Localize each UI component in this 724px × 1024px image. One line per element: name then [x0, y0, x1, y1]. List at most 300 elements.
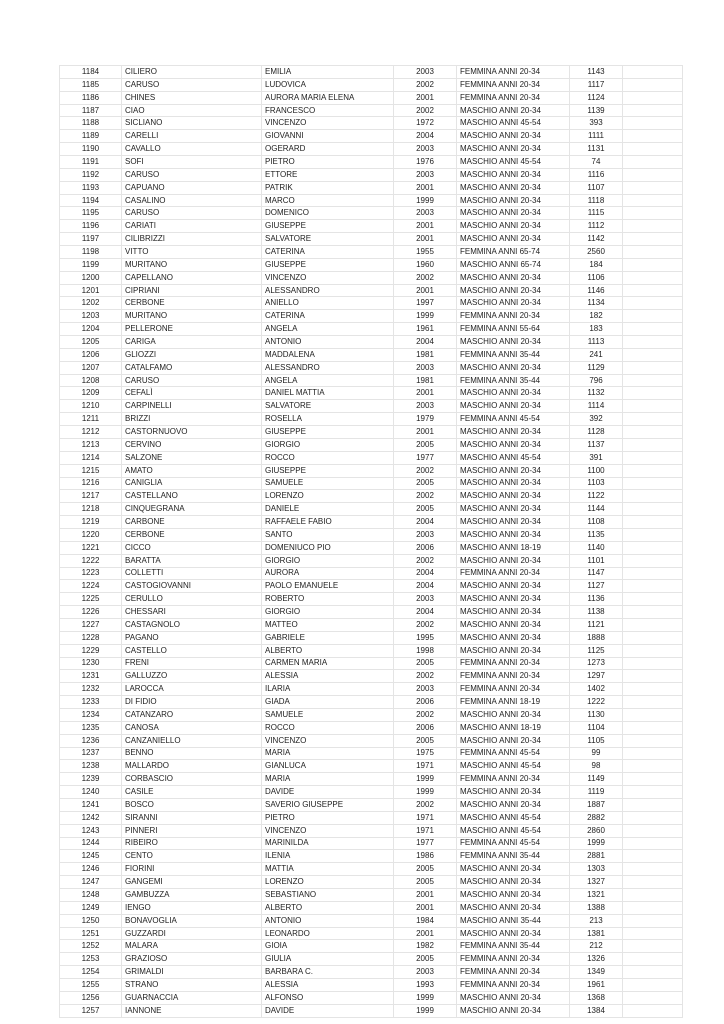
bib-number-cell: 2560 — [570, 246, 623, 259]
bib-number-cell: 1402 — [570, 683, 623, 696]
first-name-cell: PIETRO — [262, 811, 394, 824]
first-name-cell: BARBARA C. — [262, 966, 394, 979]
first-name-cell: CATERINA — [262, 310, 394, 323]
surname-cell: CARPINELLI — [122, 400, 262, 413]
birth-year-cell: 1999 — [394, 991, 457, 1004]
empty-cell — [623, 156, 683, 169]
birth-year-cell: 2002 — [394, 490, 457, 503]
table-row — [60, 1004, 683, 1017]
table-row — [60, 811, 683, 824]
category-cell: FEMMINA ANNI 20-34 — [457, 657, 570, 670]
category-cell: MASCHIO ANNI 20-34 — [457, 130, 570, 143]
first-name-cell: GIUSEPPE — [262, 426, 394, 439]
position-cell: 1241 — [60, 798, 122, 811]
birth-year-cell: 1981 — [394, 348, 457, 361]
table-row — [60, 657, 683, 670]
table-row — [60, 117, 683, 130]
position-cell: 1234 — [60, 708, 122, 721]
table-row — [60, 914, 683, 927]
empty-cell — [623, 876, 683, 889]
surname-cell: GUZZARDI — [122, 927, 262, 940]
bib-number-cell: 1303 — [570, 863, 623, 876]
table-row — [60, 451, 683, 464]
category-cell: MASCHIO ANNI 20-34 — [457, 361, 570, 374]
first-name-cell: EMILIA — [262, 66, 394, 79]
category-cell: FEMMINA ANNI 65-74 — [457, 246, 570, 259]
bib-number-cell: 1128 — [570, 426, 623, 439]
birth-year-cell: 1960 — [394, 258, 457, 271]
position-cell: 1251 — [60, 927, 122, 940]
empty-cell — [623, 503, 683, 516]
surname-cell: GRAZIOSO — [122, 953, 262, 966]
first-name-cell: ANTONIO — [262, 914, 394, 927]
results-table-body — [60, 66, 683, 1018]
position-cell: 1190 — [60, 143, 122, 156]
surname-cell: CERULLO — [122, 593, 262, 606]
surname-cell: CILIERO — [122, 66, 262, 79]
first-name-cell: CARMEN MARIA — [262, 657, 394, 670]
bib-number-cell: 212 — [570, 940, 623, 953]
category-cell: MASCHIO ANNI 20-34 — [457, 168, 570, 181]
empty-cell — [623, 554, 683, 567]
table-row — [60, 991, 683, 1004]
surname-cell: BONAVOGLIA — [122, 914, 262, 927]
bib-number-cell: 182 — [570, 310, 623, 323]
category-cell: MASCHIO ANNI 20-34 — [457, 143, 570, 156]
surname-cell: CARELLI — [122, 130, 262, 143]
first-name-cell: ROSELLA — [262, 413, 394, 426]
category-cell: MASCHIO ANNI 20-34 — [457, 927, 570, 940]
first-name-cell: SAMUELE — [262, 708, 394, 721]
category-cell: MASCHIO ANNI 45-54 — [457, 156, 570, 169]
bib-number-cell: 2881 — [570, 850, 623, 863]
birth-year-cell: 1972 — [394, 117, 457, 130]
position-cell: 1237 — [60, 747, 122, 760]
position-cell: 1248 — [60, 889, 122, 902]
bib-number-cell: 1142 — [570, 233, 623, 246]
empty-cell — [623, 889, 683, 902]
position-cell: 1232 — [60, 683, 122, 696]
surname-cell: GRIMALDI — [122, 966, 262, 979]
table-row — [60, 683, 683, 696]
table-row — [60, 156, 683, 169]
empty-cell — [623, 490, 683, 503]
first-name-cell: SANTO — [262, 528, 394, 541]
birth-year-cell: 2006 — [394, 541, 457, 554]
bib-number-cell: 1138 — [570, 606, 623, 619]
bib-number-cell: 1129 — [570, 361, 623, 374]
surname-cell: SIRANNI — [122, 811, 262, 824]
birth-year-cell: 1993 — [394, 979, 457, 992]
birth-year-cell: 2004 — [394, 580, 457, 593]
surname-cell: BENNO — [122, 747, 262, 760]
empty-cell — [623, 927, 683, 940]
birth-year-cell: 2002 — [394, 618, 457, 631]
position-cell: 1200 — [60, 271, 122, 284]
table-row — [60, 336, 683, 349]
empty-cell — [623, 400, 683, 413]
empty-cell — [623, 528, 683, 541]
birth-year-cell: 2002 — [394, 271, 457, 284]
surname-cell: BARATTA — [122, 554, 262, 567]
category-cell: MASCHIO ANNI 20-34 — [457, 400, 570, 413]
bib-number-cell: 1104 — [570, 721, 623, 734]
bib-number-cell: 1273 — [570, 657, 623, 670]
first-name-cell: ALFONSO — [262, 991, 394, 1004]
bib-number-cell: 1100 — [570, 464, 623, 477]
bib-number-cell: 1132 — [570, 387, 623, 400]
table-row — [60, 734, 683, 747]
surname-cell: IENGO — [122, 901, 262, 914]
birth-year-cell: 1976 — [394, 156, 457, 169]
bib-number-cell: 1143 — [570, 66, 623, 79]
empty-cell — [623, 336, 683, 349]
table-row — [60, 323, 683, 336]
birth-year-cell: 2004 — [394, 606, 457, 619]
position-cell: 1243 — [60, 824, 122, 837]
first-name-cell: GIUSEPPE — [262, 258, 394, 271]
category-cell: FEMMINA ANNI 55-64 — [457, 323, 570, 336]
first-name-cell: ROCCO — [262, 721, 394, 734]
position-cell: 1231 — [60, 670, 122, 683]
position-cell: 1206 — [60, 348, 122, 361]
first-name-cell: VINCENZO — [262, 117, 394, 130]
category-cell: MASCHIO ANNI 20-34 — [457, 991, 570, 1004]
empty-cell — [623, 130, 683, 143]
empty-cell — [623, 361, 683, 374]
empty-cell — [623, 734, 683, 747]
surname-cell: CAPELLANO — [122, 271, 262, 284]
table-row — [60, 786, 683, 799]
empty-cell — [623, 297, 683, 310]
bib-number-cell: 1137 — [570, 438, 623, 451]
position-cell: 1211 — [60, 413, 122, 426]
surname-cell: CASTELLO — [122, 644, 262, 657]
surname-cell: CATALFAMO — [122, 361, 262, 374]
table-row — [60, 593, 683, 606]
category-cell: MASCHIO ANNI 20-34 — [457, 503, 570, 516]
birth-year-cell: 2001 — [394, 284, 457, 297]
birth-year-cell: 2006 — [394, 696, 457, 709]
first-name-cell: AURORA — [262, 567, 394, 580]
category-cell: FEMMINA ANNI 20-34 — [457, 953, 570, 966]
position-cell: 1235 — [60, 721, 122, 734]
first-name-cell: LORENZO — [262, 876, 394, 889]
birth-year-cell: 2005 — [394, 953, 457, 966]
empty-cell — [623, 580, 683, 593]
empty-cell — [623, 953, 683, 966]
empty-cell — [623, 233, 683, 246]
first-name-cell: ALBERTO — [262, 644, 394, 657]
empty-cell — [623, 773, 683, 786]
surname-cell: AMATO — [122, 464, 262, 477]
category-cell: MASCHIO ANNI 20-34 — [457, 798, 570, 811]
first-name-cell: RAFFAELE FABIO — [262, 516, 394, 529]
bib-number-cell: 1384 — [570, 1004, 623, 1017]
bib-number-cell: 1130 — [570, 708, 623, 721]
position-cell: 1254 — [60, 966, 122, 979]
surname-cell: CASALINO — [122, 194, 262, 207]
category-cell: FEMMINA ANNI 20-34 — [457, 683, 570, 696]
position-cell: 1209 — [60, 387, 122, 400]
table-row — [60, 798, 683, 811]
bib-number-cell: 1368 — [570, 991, 623, 1004]
first-name-cell: ALESSANDRO — [262, 284, 394, 297]
table-row — [60, 747, 683, 760]
bib-number-cell: 1321 — [570, 889, 623, 902]
surname-cell: CARIATI — [122, 220, 262, 233]
empty-cell — [623, 464, 683, 477]
empty-cell — [623, 798, 683, 811]
first-name-cell: DANIELE — [262, 503, 394, 516]
table-row — [60, 927, 683, 940]
birth-year-cell: 1955 — [394, 246, 457, 259]
category-cell: MASCHIO ANNI 20-34 — [457, 554, 570, 567]
table-row — [60, 181, 683, 194]
position-cell: 1184 — [60, 66, 122, 79]
category-cell: MASCHIO ANNI 20-34 — [457, 271, 570, 284]
position-cell: 1236 — [60, 734, 122, 747]
category-cell: MASCHIO ANNI 20-34 — [457, 889, 570, 902]
surname-cell: CENTO — [122, 850, 262, 863]
position-cell: 1186 — [60, 91, 122, 104]
empty-cell — [623, 310, 683, 323]
category-cell: MASCHIO ANNI 20-34 — [457, 631, 570, 644]
position-cell: 1216 — [60, 477, 122, 490]
first-name-cell: GIOIA — [262, 940, 394, 953]
table-row — [60, 271, 683, 284]
category-cell: MASCHIO ANNI 18-19 — [457, 721, 570, 734]
bib-number-cell: 1116 — [570, 168, 623, 181]
first-name-cell: SALVATORE — [262, 400, 394, 413]
bib-number-cell: 1105 — [570, 734, 623, 747]
first-name-cell: DOMENIUCO PIO — [262, 541, 394, 554]
position-cell: 1188 — [60, 117, 122, 130]
first-name-cell: GIUSEPPE — [262, 220, 394, 233]
empty-cell — [623, 194, 683, 207]
category-cell: FEMMINA ANNI 20-34 — [457, 91, 570, 104]
table-row — [60, 143, 683, 156]
birth-year-cell: 2005 — [394, 438, 457, 451]
surname-cell: GANGEMI — [122, 876, 262, 889]
bib-number-cell: 1144 — [570, 503, 623, 516]
table-row — [60, 438, 683, 451]
table-row — [60, 490, 683, 503]
surname-cell: CATANZARO — [122, 708, 262, 721]
table-row — [60, 580, 683, 593]
first-name-cell: SALVATORE — [262, 233, 394, 246]
birth-year-cell: 1984 — [394, 914, 457, 927]
empty-cell — [623, 348, 683, 361]
position-cell: 1217 — [60, 490, 122, 503]
table-row — [60, 606, 683, 619]
bib-number-cell: 1134 — [570, 297, 623, 310]
bib-number-cell: 1127 — [570, 580, 623, 593]
empty-cell — [623, 708, 683, 721]
first-name-cell: PATRIK — [262, 181, 394, 194]
birth-year-cell: 2004 — [394, 130, 457, 143]
category-cell: MASCHIO ANNI 35-44 — [457, 914, 570, 927]
bib-number-cell: 1888 — [570, 631, 623, 644]
category-cell: MASCHIO ANNI 20-34 — [457, 863, 570, 876]
position-cell: 1204 — [60, 323, 122, 336]
empty-cell — [623, 104, 683, 117]
category-cell: MASCHIO ANNI 20-34 — [457, 387, 570, 400]
surname-cell: CARUSO — [122, 207, 262, 220]
position-cell: 1245 — [60, 850, 122, 863]
first-name-cell: MARCO — [262, 194, 394, 207]
empty-cell — [623, 786, 683, 799]
bib-number-cell: 1118 — [570, 194, 623, 207]
birth-year-cell: 2006 — [394, 721, 457, 734]
table-row — [60, 374, 683, 387]
empty-cell — [623, 721, 683, 734]
empty-cell — [623, 618, 683, 631]
bib-number-cell: 1887 — [570, 798, 623, 811]
position-cell: 1197 — [60, 233, 122, 246]
category-cell: MASCHIO ANNI 20-34 — [457, 438, 570, 451]
first-name-cell: DAVIDE — [262, 1004, 394, 1017]
position-cell: 1214 — [60, 451, 122, 464]
birth-year-cell: 2005 — [394, 503, 457, 516]
bib-number-cell: 1121 — [570, 618, 623, 631]
table-row — [60, 850, 683, 863]
bib-number-cell: 1119 — [570, 786, 623, 799]
first-name-cell: AURORA MARIA ELENA — [262, 91, 394, 104]
bib-number-cell: 391 — [570, 451, 623, 464]
table-row — [60, 284, 683, 297]
surname-cell: CAPUANO — [122, 181, 262, 194]
bib-number-cell: 1103 — [570, 477, 623, 490]
position-cell: 1222 — [60, 554, 122, 567]
table-row — [60, 426, 683, 439]
birth-year-cell: 2003 — [394, 361, 457, 374]
surname-cell: FIORINI — [122, 863, 262, 876]
first-name-cell: GIORGIO — [262, 554, 394, 567]
empty-cell — [623, 413, 683, 426]
birth-year-cell: 1981 — [394, 374, 457, 387]
table-row — [60, 516, 683, 529]
table-row — [60, 901, 683, 914]
surname-cell: SICLIANO — [122, 117, 262, 130]
empty-cell — [623, 657, 683, 670]
position-cell: 1203 — [60, 310, 122, 323]
first-name-cell: GIOVANNI — [262, 130, 394, 143]
table-row — [60, 773, 683, 786]
surname-cell: PINNERI — [122, 824, 262, 837]
first-name-cell: ANTONIO — [262, 336, 394, 349]
surname-cell: LAROCCA — [122, 683, 262, 696]
empty-cell — [623, 438, 683, 451]
table-row — [60, 876, 683, 889]
category-cell: MASCHIO ANNI 20-34 — [457, 181, 570, 194]
position-cell: 1220 — [60, 528, 122, 541]
first-name-cell: SEBASTIANO — [262, 889, 394, 902]
position-cell: 1185 — [60, 78, 122, 91]
table-row — [60, 464, 683, 477]
category-cell: MASCHIO ANNI 20-34 — [457, 464, 570, 477]
position-cell: 1221 — [60, 541, 122, 554]
category-cell: FEMMINA ANNI 20-34 — [457, 66, 570, 79]
category-cell: MASCHIO ANNI 20-34 — [457, 194, 570, 207]
empty-cell — [623, 631, 683, 644]
bib-number-cell: 1326 — [570, 953, 623, 966]
table-row — [60, 966, 683, 979]
empty-cell — [623, 811, 683, 824]
first-name-cell: CATERINA — [262, 246, 394, 259]
surname-cell: BRIZZI — [122, 413, 262, 426]
birth-year-cell: 2004 — [394, 567, 457, 580]
table-row — [60, 246, 683, 259]
surname-cell: CASTAGNOLO — [122, 618, 262, 631]
table-row — [60, 361, 683, 374]
surname-cell: IANNONE — [122, 1004, 262, 1017]
bib-number-cell: 1139 — [570, 104, 623, 117]
position-cell: 1187 — [60, 104, 122, 117]
first-name-cell: SAVERIO GIUSEPPE — [262, 798, 394, 811]
table-row — [60, 953, 683, 966]
category-cell: MASCHIO ANNI 18-19 — [457, 541, 570, 554]
surname-cell: MURITANO — [122, 310, 262, 323]
surname-cell: MALARA — [122, 940, 262, 953]
category-cell: MASCHIO ANNI 20-34 — [457, 606, 570, 619]
position-cell: 1208 — [60, 374, 122, 387]
table-row — [60, 528, 683, 541]
empty-cell — [623, 246, 683, 259]
surname-cell: SOFI — [122, 156, 262, 169]
category-cell: FEMMINA ANNI 20-34 — [457, 670, 570, 683]
first-name-cell: DAVIDE — [262, 786, 394, 799]
category-cell: FEMMINA ANNI 20-34 — [457, 979, 570, 992]
birth-year-cell: 2003 — [394, 400, 457, 413]
category-cell: MASCHIO ANNI 20-34 — [457, 876, 570, 889]
position-cell: 1223 — [60, 567, 122, 580]
empty-cell — [623, 901, 683, 914]
first-name-cell: DANIEL MATTIA — [262, 387, 394, 400]
bib-number-cell: 213 — [570, 914, 623, 927]
position-cell: 1252 — [60, 940, 122, 953]
birth-year-cell: 1999 — [394, 1004, 457, 1017]
empty-cell — [623, 644, 683, 657]
category-cell: FEMMINA ANNI 20-34 — [457, 966, 570, 979]
surname-cell: CICCO — [122, 541, 262, 554]
birth-year-cell: 2004 — [394, 336, 457, 349]
position-cell: 1246 — [60, 863, 122, 876]
surname-cell: CASTORNUOVO — [122, 426, 262, 439]
category-cell: FEMMINA ANNI 20-34 — [457, 773, 570, 786]
surname-cell: CANZANIELLO — [122, 734, 262, 747]
category-cell: MASCHIO ANNI 20-34 — [457, 207, 570, 220]
surname-cell: CARUSO — [122, 374, 262, 387]
bib-number-cell: 1222 — [570, 696, 623, 709]
bib-number-cell: 1124 — [570, 91, 623, 104]
empty-cell — [623, 477, 683, 490]
first-name-cell: ILENIA — [262, 850, 394, 863]
first-name-cell: ALESSANDRO — [262, 361, 394, 374]
table-row — [60, 477, 683, 490]
category-cell: FEMMINA ANNI 45-54 — [457, 747, 570, 760]
empty-cell — [623, 516, 683, 529]
table-row — [60, 207, 683, 220]
surname-cell: CERBONE — [122, 297, 262, 310]
empty-cell — [623, 850, 683, 863]
category-cell: FEMMINA ANNI 45-54 — [457, 837, 570, 850]
category-cell: MASCHIO ANNI 20-34 — [457, 490, 570, 503]
category-cell: MASCHIO ANNI 20-34 — [457, 336, 570, 349]
birth-year-cell: 2003 — [394, 593, 457, 606]
bib-number-cell: 1140 — [570, 541, 623, 554]
position-cell: 1240 — [60, 786, 122, 799]
